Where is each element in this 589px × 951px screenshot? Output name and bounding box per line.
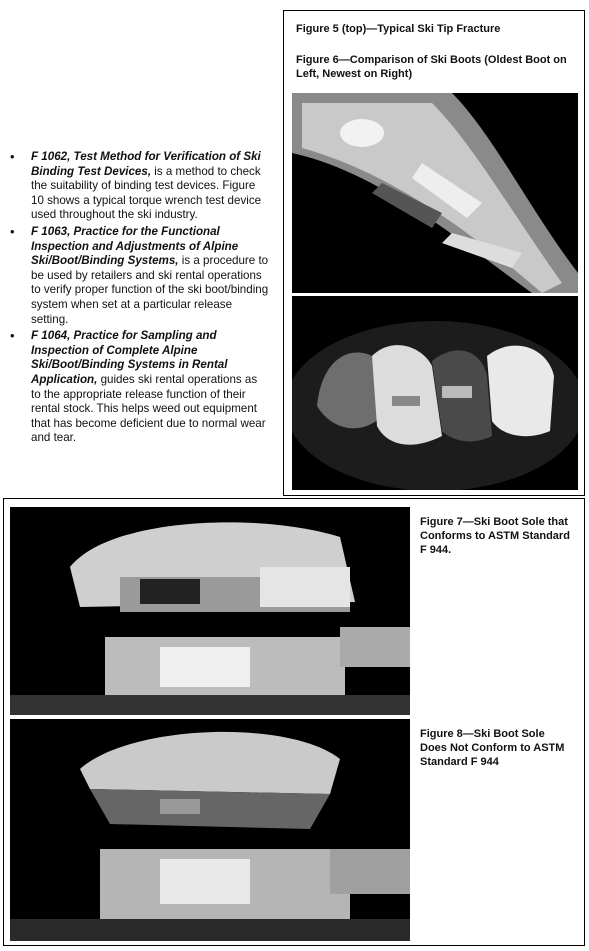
list-item	[8, 225, 270, 327]
nonconforming-boot-sole-photo	[10, 719, 410, 941]
figure-7-caption: Figure 7—Ski Boot Sole that Conforms to ASTM Standard F 944.	[420, 516, 570, 556]
standard-title: F 1062, Test Method for Verification of Ski Binding Test Devices,	[31, 150, 261, 178]
bullet-icon: •	[10, 223, 15, 239]
standard-description: guides ski rental operations as to the appropriate release function of their rental stock. This helps weed out equipment that has become deficient due to normal wear and tear.	[31, 372, 266, 445]
figure-box-7-8	[3, 498, 585, 946]
standard-description: is a method to check the suitability of binding test devices. Figure 10 shows a typical torque wrench test device used throughout the ski industry.	[31, 164, 262, 222]
ski-tip-fracture-photo	[292, 93, 578, 293]
ski-boots-comparison-photo	[292, 296, 578, 490]
figure-8-caption: Figure 8—Ski Boot Sole Does Not Conform to ASTM Standard F 944	[420, 728, 565, 768]
standard-title: F 1063, Practice for the Functional Inspection and Adjustments of Alpine Ski/Boot/Binding Systems,	[31, 224, 239, 268]
standard-title: F 1064, Practice for Sampling and Inspection of Complete Alpine Ski/Boot/Binding Systems in Rental Application,	[31, 329, 228, 386]
list-item	[8, 150, 270, 223]
standard-description: is a procedure to be used by retailers and ski rental operations to verify proper function of the ski boot/binding system when set at a particular release setting.	[31, 254, 269, 326]
standards-list	[8, 150, 270, 448]
conforming-boot-sole-photo	[10, 507, 410, 715]
bullet-icon: •	[10, 328, 15, 344]
figure-5-caption: Figure 5 (top)—Typical Ski Tip Fracture	[296, 23, 501, 35]
list-item	[8, 329, 270, 446]
bullet-icon: •	[10, 149, 15, 164]
figure-box-5-6	[283, 10, 585, 496]
figure-6-caption: Figure 6—Comparison of Ski Boots (Oldest Boot on Left, Newest on Right)	[296, 54, 567, 80]
